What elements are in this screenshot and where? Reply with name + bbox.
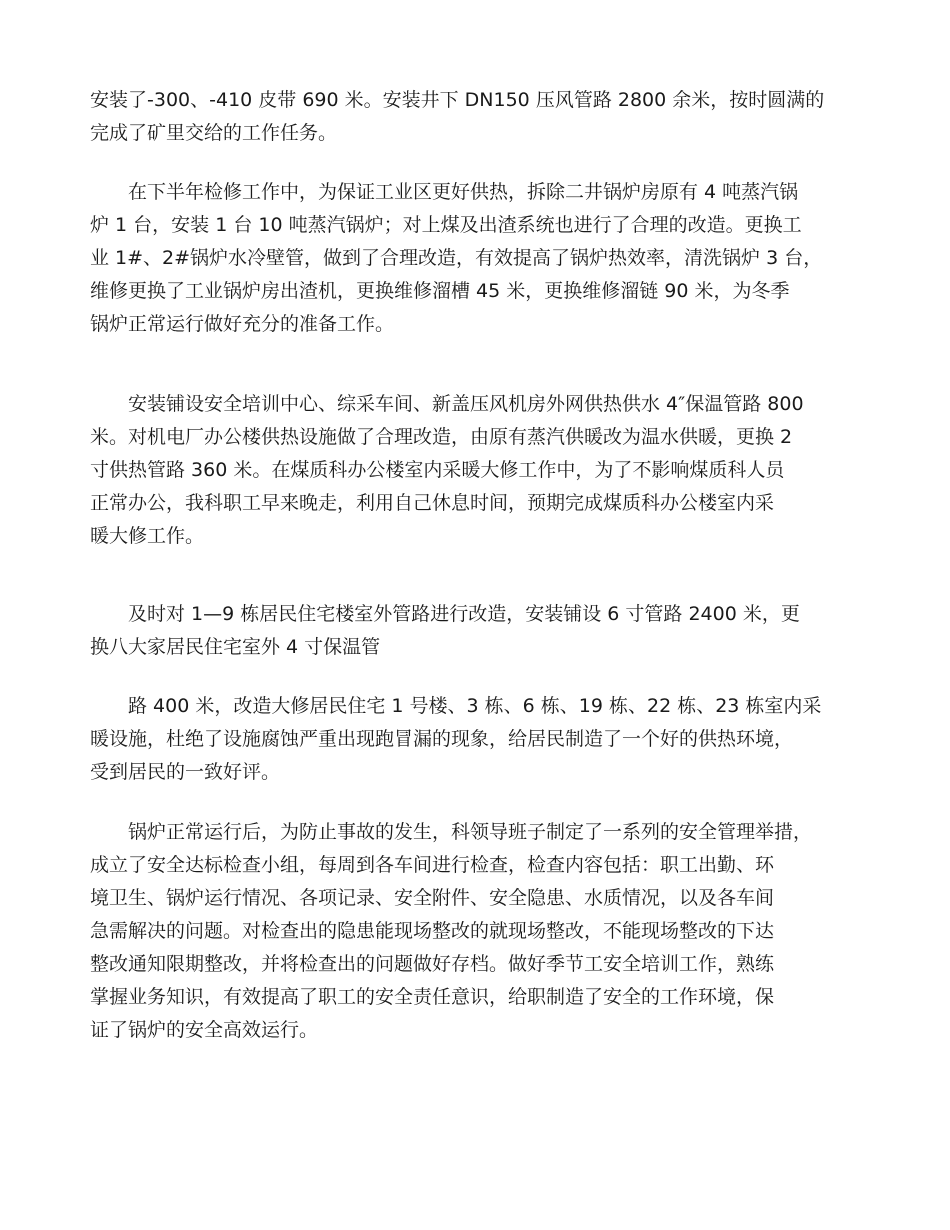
- text-line: 成立了安全达标检查小组，每周到各车间进行检查，检查内容包括：职工出勤、环: [90, 854, 775, 876]
- text-line: 米。对机电厂办公楼供热设施做了合理改造，由原有蒸汽供暖改为温水供暖，更换 2: [90, 426, 793, 448]
- text-line: 换八大家居民住宅室外 4 寸保温管: [90, 636, 381, 658]
- text-line: 路 400 米，改造大修居民住宅 1 号楼、3 栋、6 栋、19 栋、22 栋、23 栋室内采: [90, 695, 822, 717]
- text-line: 炉 1 台，安装 1 台 10 吨蒸汽锅炉；对上煤及出渣系统也进行了合理的改造。更换工: [90, 214, 802, 236]
- text-line: 受到居民的一致好评。: [90, 761, 281, 783]
- text-line: 业 1#、2#锅炉水冷壁管，做到了合理改造，有效提高了锅炉热效率，清洗锅炉 3 台，: [90, 247, 823, 269]
- text-line: 暖大修工作。: [90, 525, 205, 547]
- text-line: 锅炉正常运行做好充分的准备工作。: [90, 313, 395, 335]
- text-line: 安装了-300、-410 皮带 690 米。安装井下 DN150 压风管路 2800 余米，按时圆满的: [90, 89, 825, 111]
- text-line: 在下半年检修工作中，为保证工业区更好供热，拆除二井锅炉房原有 4 吨蒸汽锅: [90, 181, 799, 203]
- text-line: 证了锅炉的安全高效运行。: [90, 1019, 319, 1041]
- paragraph-2: [90, 176, 880, 341]
- paragraph-6: [90, 816, 880, 1047]
- text-line: 及时对 1—9 栋居民住宅楼室外管路进行改造，安装铺设 6 寸管路 2400 米，更: [90, 603, 800, 625]
- text-line: 完成了矿里交给的工作任务。: [90, 122, 338, 144]
- paragraph-5: [90, 690, 880, 789]
- text-line: 锅炉正常运行后，为防止事故的发生，科领导班子制定了一系列的安全管理举措，: [90, 821, 813, 843]
- text-line: 安装铺设安全培训中心、综采车间、新盖压风机房外网供热供水 4″保温管路 800: [90, 393, 804, 415]
- text-line: 境卫生、锅炉运行情况、各项记录、安全附件、安全隐患、水质情况，以及各车间: [90, 887, 775, 909]
- text-line: 急需解决的问题。对检查出的隐患能现场整改的就现场整改，不能现场整改的下达: [90, 920, 775, 942]
- text-line: 寸供热管路 360 米。在煤质科办公楼室内采暖大修工作中，为了不影响煤质科人员: [90, 459, 785, 481]
- paragraph-4: [90, 598, 880, 664]
- text-line: 正常办公，我科职工早来晚走，利用自己休息时间，预期完成煤质科办公楼室内采: [90, 492, 775, 514]
- text-line: 掌握业务知识，有效提高了职工的安全责任意识，给职制造了安全的工作环境，保: [90, 986, 775, 1008]
- paragraph-1: [90, 84, 880, 150]
- text-line: 整改通知限期整改，并将检查出的问题做好存档。做好季节工安全培训工作，熟练: [90, 953, 775, 975]
- text-line: 维修更换了工业锅炉房出渣机，更换维修溜槽 45 米，更换维修溜链 90 米，为冬季: [90, 280, 790, 302]
- text-line: 暖设施，杜绝了设施腐蚀严重出现跑冒漏的现象，给居民制造了一个好的供热环境，: [90, 728, 794, 750]
- paragraph-3: [90, 388, 880, 553]
